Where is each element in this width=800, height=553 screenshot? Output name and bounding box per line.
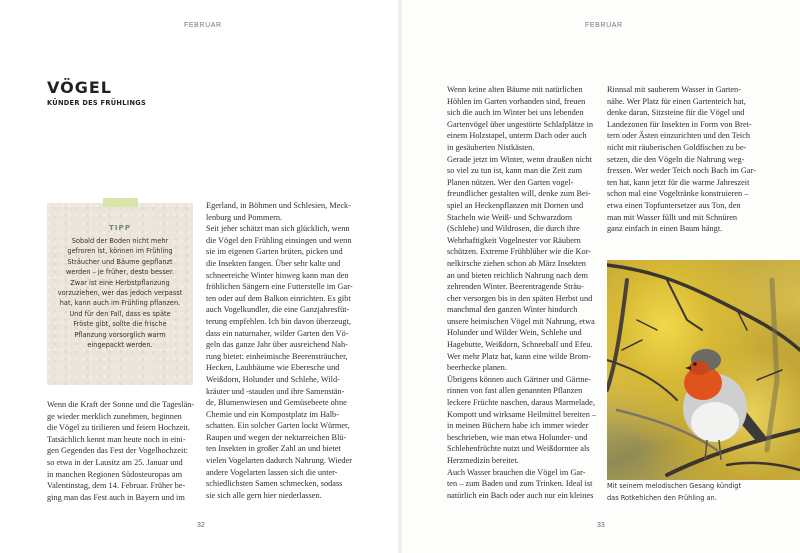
text-line: ten oder auf dem Balkon einrichten. Es gibt (206, 293, 351, 303)
text-line: Planen nützen. Wer den Garten vogel- (447, 177, 574, 187)
text-line: lenburg und Pommern. (206, 212, 283, 222)
text-line: beerhecke planen. (447, 363, 507, 373)
text-line: Auch Wasser brauchen die Vögel im Gar- (447, 467, 586, 477)
text-line: Landezonen für Insekten in Form von Bret- (607, 119, 752, 129)
book-gutter (398, 0, 402, 553)
text-line: terung empfehlen. Ich bin davon überzeugt, (206, 316, 351, 326)
text-line: andere Vogelarten lassen sich die unter- (206, 467, 338, 477)
chapter-title: VÖGEL (47, 78, 112, 97)
left-column-1 (47, 399, 194, 503)
tip-text (47, 236, 193, 350)
text-line: Egerland, in Böhmen und Schlesien, Meck- (206, 201, 351, 210)
text-line: etwa einen Topfuntersetzer aus Ton, den (607, 200, 741, 210)
text-line: Gerade jetzt im Winter, wenn draußen nicht (447, 154, 593, 164)
text-line: ten – zum Baden und zum Trinken. Ideal ist (447, 479, 593, 489)
text-line: man mit Wasser füllt und mit Schnüren (607, 212, 738, 222)
text-line: kräuter und -stauden und ihre Samenstän- (206, 386, 345, 396)
text-line: ging man das Fest auch in Bayern und im (47, 492, 185, 502)
text-line: sie im eigenen Garten brüten, picken und (206, 247, 343, 257)
text-line: eingepackt werden. (87, 341, 153, 350)
text-line: in gesäuberten Nistkästen. (447, 142, 535, 152)
text-line: auch Vogelkundler, die eine Ganzjahresfüt- (206, 305, 350, 315)
text-line: Pflanzung vorsorglich warm (74, 330, 166, 339)
text-line: Übrigens können auch Gärtner und Gärtne- (447, 374, 591, 384)
text-line: Und für den Fall, dass es späte (69, 309, 171, 318)
text-line: (Schlehe) und Wildrosen, die durch ihre (447, 224, 580, 234)
text-line: Seit jeher schätzt man sich glücklich, wenn (206, 224, 350, 234)
text-line: freundlicher gestalten will, denke zum Bei- (447, 189, 591, 199)
right-column-1 (447, 84, 596, 501)
text-line: nelkirsche ziehen schon ab März Insekten (447, 258, 586, 268)
chapter-subtitle: KÜNDER DES FRÜHLINGS (47, 99, 147, 107)
text-line: Holunder und Wilder Wein, Schlehe und (447, 328, 582, 338)
text-line: Valentinstag, dem 14. Februar. Früher be- (47, 481, 186, 491)
left-column-2 (206, 200, 353, 501)
text-line: zehrenden Winter. Beerentragende Sträu- (447, 282, 584, 292)
text-line: schiedlichsten Samen schmecken, sodass (206, 479, 343, 489)
text-line: schützen. Extreme Frühblüher wie die Kor- (447, 247, 592, 257)
text-line: Wehrhaftigkeit Vogelnester vor Räubern (447, 235, 581, 245)
text-line: Zwar ist eine Herbstpflanzung (70, 278, 170, 287)
text-line: sich die auch im Winter bei uns lebenden (447, 108, 584, 118)
text-line: sie sich alle gern hier niederlassen. (206, 490, 322, 500)
photo-caption (607, 480, 741, 504)
running-head: FEBRUAR (184, 22, 222, 29)
text-line: werden – je früher, desto besser. (65, 268, 175, 277)
tip-label: TIPP (108, 223, 132, 232)
text-line: Herzmedizin bereitet. (447, 456, 519, 465)
text-line: setzen, die den Vögeln die Nahrung weg- (607, 154, 745, 164)
text-line: dass ein naturnaher, wilder Garten den Vö- (206, 328, 349, 338)
text-line: Sobald der Boden nicht mehr (71, 237, 169, 245)
text-line: Stacheln wie Weiß- und Schwarzdorn (447, 212, 572, 222)
text-line: gen Gegenden das Fest der Vogelhochzeit: (47, 446, 188, 456)
text-line: cher versorgen bis in den späten Herbst und (447, 293, 593, 303)
text-line: Wenn keine alten Bäume mit natürlichen (447, 85, 583, 94)
right-column-2 (607, 84, 756, 235)
text-line: rinnen von fast allen genannten Pflanzen (447, 386, 583, 396)
text-line: natürlich ein Bach oder auch nur ein kleines (447, 490, 594, 500)
text-line: spiel an Heckenpflanzen mit Dornen und (447, 200, 584, 210)
text-line: ten hat, kann jetzt für die warme Jahreszeit (607, 177, 750, 187)
text-line: denke daran, Sitzsteine für die Vögel und (607, 108, 745, 118)
text-line: Hagebutte, Weißdorn, Schneeball und Efeu. (447, 340, 593, 350)
text-line: vielen Vogelarten dadurch Nahrung. Wieder (206, 456, 352, 466)
text-line: tern oder Ästen einzurichten und den Teich (607, 131, 751, 141)
tip-box (47, 203, 193, 385)
text-line: schon mal eine Vogeltränke konstruieren – (607, 189, 749, 199)
text-line: in manchen Regionen Südosteuropas am (47, 469, 183, 479)
text-line: fröhlichen Sängern eine Futterstelle im Gar- (206, 282, 353, 292)
text-line: beschrieben, wie man etwa Holunder- und (447, 432, 588, 442)
text-line: die Vögel zu tirilieren und feiern Hochzeit. (47, 423, 190, 433)
text-line: fressen. Wer weder Teich noch Bach im Gar- (607, 166, 756, 176)
robin-illustration (607, 260, 800, 480)
tape-decoration (103, 198, 138, 207)
text-line: ge wieder merklich zunehmen, beginnen (47, 411, 182, 421)
text-line: Höhlen im Garten vorhanden sind, freuen (447, 96, 586, 106)
text-line: so etwa in der Lausitz am 25. Januar und (47, 457, 183, 467)
text-line: gefroren ist, können im Frühling (67, 247, 173, 256)
text-line: Tatsächlich kennt man heute noch in eini- (47, 434, 186, 444)
text-line: schneereiche Winter hinweg kann man den (206, 270, 349, 280)
running-head: FEBRUAR (585, 22, 623, 29)
text-line: Weißdorn, Holunder und Schlehe, Wild- (206, 374, 340, 384)
text-line: einem Holzstapel, unterm Dach oder auch (447, 131, 587, 141)
page-number: 32 (197, 522, 205, 529)
text-line: vorzuziehen, wer das jedoch verpasst (57, 289, 183, 298)
page-number: 33 (597, 522, 605, 529)
text-line: an und bieten reichlich Nahrung nach dem (447, 270, 588, 280)
text-line: Kompott und wirksame Heilmittel bereiten – (447, 409, 597, 419)
text-line: ganz einfach in einen Baum hängt. (607, 224, 723, 234)
text-line: rung bietet: einheimische Beerensträucher, (206, 351, 348, 361)
text-line: schatten. Ein solcher Garten lockt Würmer, (206, 421, 350, 431)
text-line: Chemie und ein Kompostplatz im Halb- (206, 409, 339, 419)
text-line: Raupen und wegen der nektarreichen Blü- (206, 432, 347, 442)
text-line: de, Blumenwiesen und Gemüsebeete ohne (206, 398, 347, 408)
text-line: Schlehenfrüchte nutzt und Weißdorntee als (447, 444, 590, 454)
text-line: Fröste gibt, sollte die frische (73, 320, 167, 329)
text-line: geln das ganze Jahr über ausreichend Nah- (206, 340, 348, 350)
text-line: nicht mit räuberischen Goldfischen zu be- (607, 142, 747, 152)
text-line: Wer mehr Platz hat, kann eine wilde Brom- (447, 351, 592, 361)
text-line: Mit seinem melodischen Gesang kündigt (607, 482, 742, 490)
text-line: ten Insekten in großer Zahl an und bietet (206, 444, 341, 454)
text-line: manchmal den ganzen Winter hindurch (447, 305, 578, 315)
text-line: Wenn die Kraft der Sonne und die Tageslän- (47, 400, 195, 409)
text-line: die Vögel den Frühling einsingen und wenn (206, 235, 352, 245)
text-line: hat, kann auch im Frühling pflanzen. (59, 299, 181, 308)
text-line: das Rotkehlchen den Frühling an. (607, 494, 717, 502)
text-line: Hecken, Laubbäume wie Eberesche und (206, 363, 340, 373)
text-line: Gartenvögel über ungestörte Schlafplätze in (447, 119, 594, 129)
text-line: so viel zu tun ist, kann man die Zeit zum (447, 166, 583, 176)
text-line: die Insekten fangen. Über sehr kalte und (206, 258, 341, 268)
text-line: leckere Früchte naschen, daraus Marmelade, (447, 398, 595, 408)
robin-photo (607, 260, 800, 480)
text-line: unsere heimischen Vögel mit Nahrung, etwa (447, 316, 595, 326)
text-line: Rinnsal mit sauberem Wasser in Garten- (607, 85, 741, 94)
text-line: in meinen Büchern habe ich immer wieder (447, 421, 589, 431)
text-line: Sträucher und Bäume gepflanzt (67, 257, 173, 266)
text-line: nähe. Wer Platz für einen Gartenteich hat, (607, 96, 746, 106)
